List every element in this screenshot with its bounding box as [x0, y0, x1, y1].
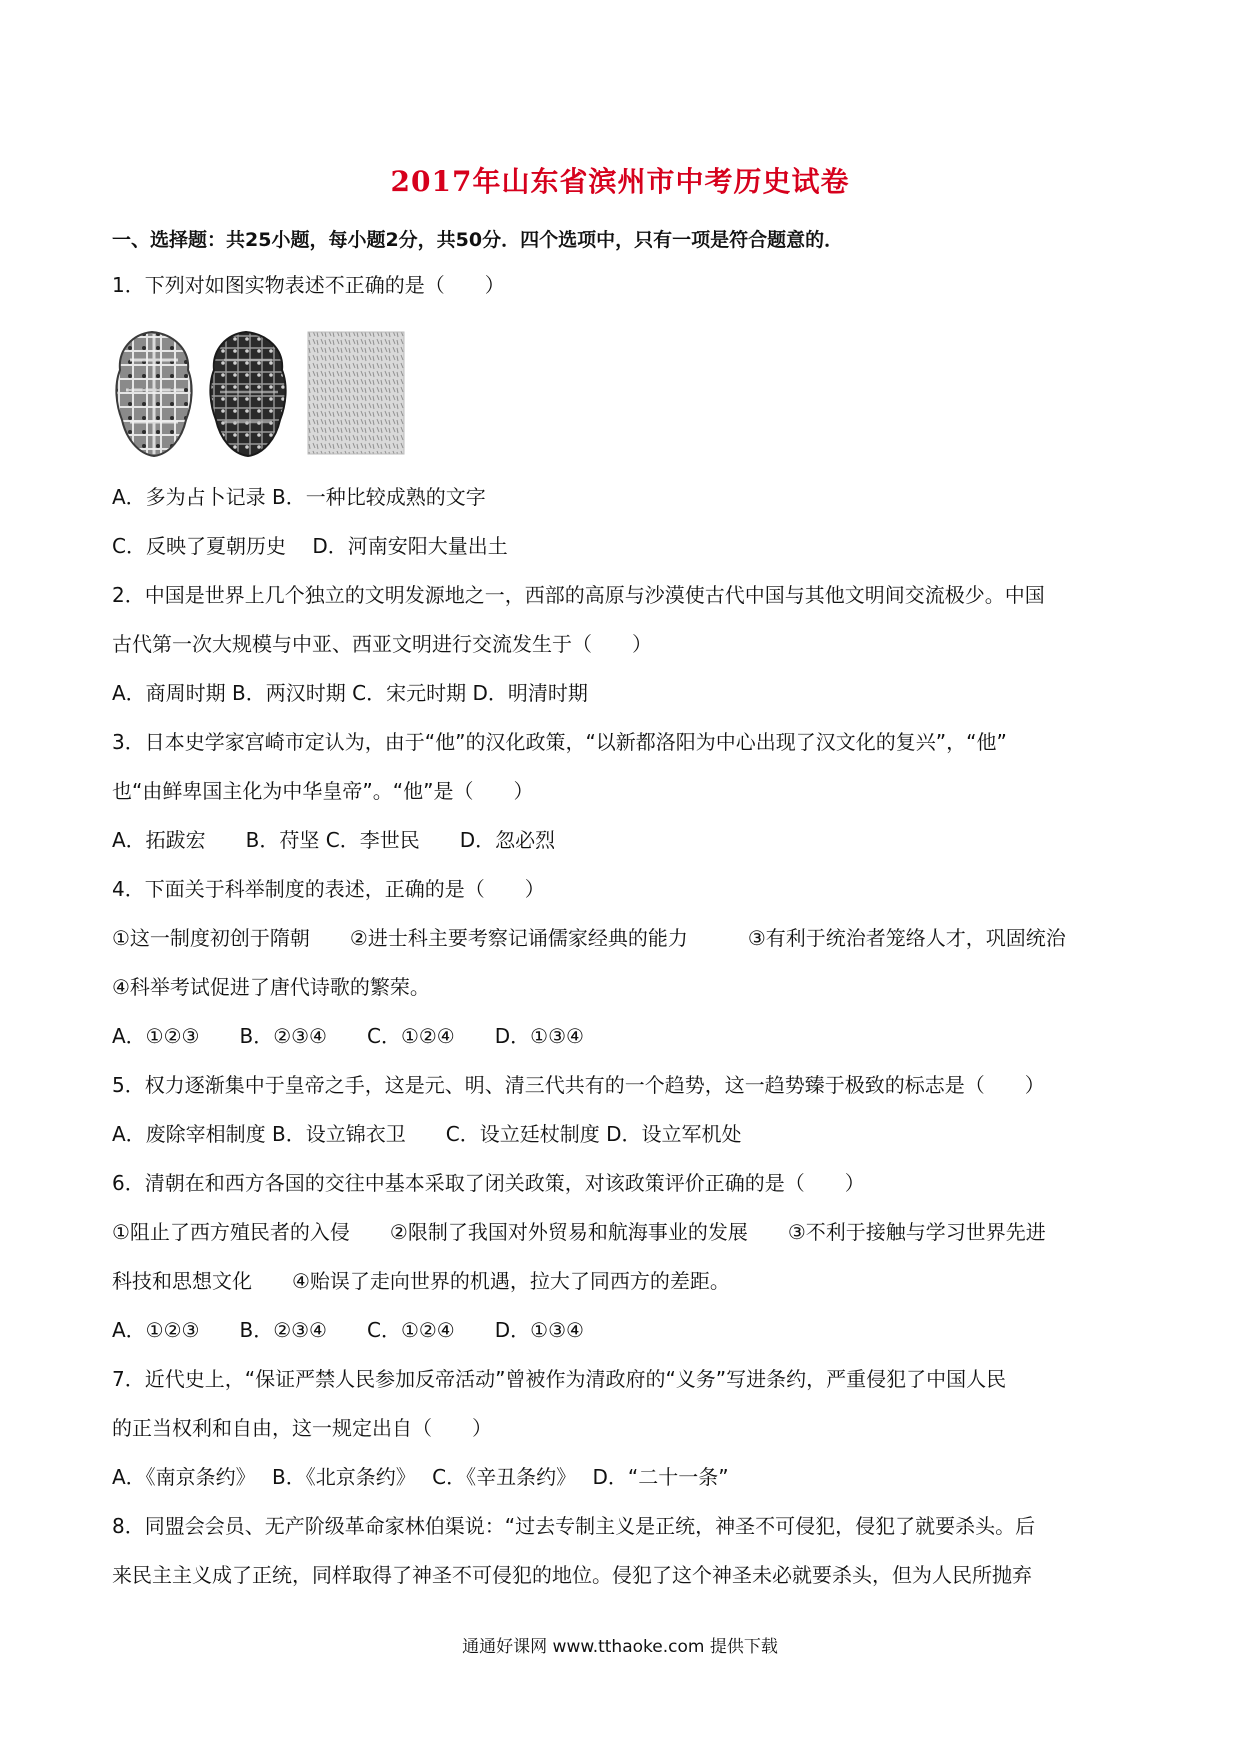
question-4-options: A．①②③ B．②③④ C．①②④ D．①③④: [112, 1024, 584, 1048]
question-7-options: A．《南京条约》 B．《北京条约》 C．《辛丑条约》 D．“二十一条”: [112, 1465, 729, 1489]
question-6-statements-line-2: 科技和思想文化 ④贻误了走向世界的机遇，拉大了同西方的差距。: [112, 1269, 730, 1293]
inscription-rubbing-image: [308, 332, 404, 454]
question-3-stem-line-1: 3．日本史学家宫崎市定认为，由于“他”的汉化政策，“以新都洛阳为中心出现了汉文化的复兴”，“他”: [112, 730, 1007, 754]
question-1-options-cd: C．反映了夏朝历史 D．河南安阳大量出土: [112, 534, 508, 558]
question-1-options-ab: A．多为占卜记录 B．一种比较成熟的文字: [112, 485, 486, 509]
question-4-statements-line-1: ①这一制度初创于隋朝 ②进士科主要考察记诵儒家经典的能力 ③有利于统治者笼络人才，巩固统治: [112, 926, 1066, 950]
question-5-stem: 5．权力逐渐集中于皇帝之手，这是元、明、清三代共有的一个趋势，这一趋势臻于极致的标志是（ ）: [112, 1073, 1045, 1097]
question-6-options: A．①②③ B．②③④ C．①②④ D．①③④: [112, 1318, 584, 1342]
question-3-options: A．拓跋宏 B．苻坚 C．李世民 D．忽必烈: [112, 828, 556, 852]
page-footer: 通通好课网 www.tthaoke.com 提供下载: [462, 1637, 778, 1657]
exam-title: 2017年山东省滨州市中考历史试卷: [390, 165, 850, 198]
question-8-stem-line-1: 8．同盟会会员、无产阶级革命家林伯渠说：“过去专制主义是正统，神圣不可侵犯，侵犯了就要杀头。后: [112, 1514, 1036, 1538]
question-1-figures: [112, 330, 412, 460]
oracle-bone-image-1: [116, 332, 191, 456]
question-8-stem-line-2: 来民主主义成了正统，同样取得了神圣不可侵犯的地位。侵犯了这个神圣未必就要杀头，但为人民所抛弃: [112, 1563, 1032, 1587]
question-6-statements-line-1: ①阻止了西方殖民者的入侵 ②限制了我国对外贸易和航海事业的发展 ③不利于接触与学习世界先进: [112, 1220, 1046, 1244]
question-3-stem-line-2: 也“由鲜卑国主化为中华皇帝”。“他”是（ ）: [112, 779, 534, 803]
question-2-options: A．商周时期 B．两汉时期 C．宋元时期 D．明清时期: [112, 681, 588, 705]
question-5-options: A．废除宰相制度 B．设立锦衣卫 C．设立廷杖制度 D．设立军机处: [112, 1122, 742, 1146]
question-7-stem-line-2: 的正当权利和自由，这一规定出自（ ）: [112, 1416, 492, 1440]
oracle-bone-image-2: [210, 332, 285, 456]
question-2-stem-line-1: 2．中国是世界上几个独立的文明发源地之一，西部的高原与沙漠使古代中国与其他文明间交流极少。中国: [112, 583, 1045, 607]
question-6-stem: 6．清朝在和西方各国的交往中基本采取了闭关政策，对该政策评价正确的是（ ）: [112, 1171, 865, 1195]
question-1-stem: 1．下列对如图实物表述不正确的是（ ）: [112, 273, 505, 297]
question-2-stem-line-2: 古代第一次大规模与中亚、西亚文明进行交流发生于（ ）: [112, 632, 652, 656]
section-heading: 一、选择题：共25小题，每小题2分，共50分．四个选项中，只有一项是符合题意的．: [112, 229, 844, 251]
question-7-stem-line-1: 7．近代史上，“保证严禁人民参加反帝活动”曾被作为清政府的“义务”写进条约，严重侵犯了中国人民: [112, 1367, 1007, 1391]
question-4-stem: 4．下面关于科举制度的表述，正确的是（ ）: [112, 877, 545, 901]
question-4-statements-line-2: ④科举考试促进了唐代诗歌的繁荣。: [112, 975, 430, 999]
